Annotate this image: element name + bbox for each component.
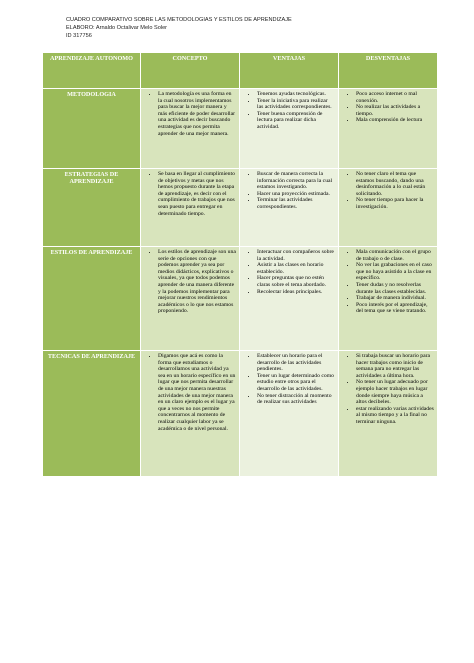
table-row <box>43 89 438 169</box>
bullet-item: • Poco acceso internet o mal conexión. <box>356 91 434 104</box>
bullet-list <box>243 171 335 211</box>
desventajas-cell <box>339 351 438 477</box>
document-title: CUADRO COMPARATIVO SOBRE LAS METODOLOGIAS Y ESTILOS DE APRENDIZAJE <box>66 17 292 23</box>
bullet-item: • No realizar las actividades a tiempo. <box>356 104 434 117</box>
bullet-item: • Mala comunicación con el grupo de trabajo o de clase. <box>356 249 434 262</box>
id-line: ID 317756 <box>66 33 92 40</box>
concepto-cell <box>141 351 240 477</box>
bullet-item: • No ver las grabaciones en el caso que no haya asistido a la clase en específico. <box>356 262 434 282</box>
column-header-concepto: CONCEPTO <box>141 53 240 89</box>
row-label: ESTILOS DE APRENDIZAJE <box>43 247 141 351</box>
column-header-aprendizaje: APRENDIZAJE AUTONOMO <box>43 53 141 89</box>
bullet-item: • Hacer una proyección estimada. <box>257 191 335 198</box>
bullet-item: • Los estilos de aprendizaje son una serie de opciones con que podemos aprender ya sea por medios didácticos, explicativos o visuales, ya que todos podemos aprender de una manera diferente y la podemos implementar para mejorar nuestros rendimientos académicos o lo que nos estamos proponiendo. <box>158 249 236 315</box>
bullet-item: • No tener tiempo para hacer la investigación. <box>356 197 434 210</box>
desventajas-cell <box>339 89 438 169</box>
bullet-item: • No tener claro el tema que estamos buscando, dando una desinformación a lo cual están solicitando. <box>356 171 434 197</box>
bullet-item: • Se basa en llegar al cumplimiento de objetivos y metas que nos hemos propuesto durante la etapa de aprendizaje, es decir con el cumplimiento de trabajos que nos sean puesto para entregar en determinado tiempo. <box>158 171 236 217</box>
bullet-item: • estar realizando varias actividades al mismo tiempo y a la final no terminar ninguna. <box>356 406 434 426</box>
bullet-item: • Tener la iniciativa para realizar las actividades correspondientes. <box>257 98 335 111</box>
ventajas-cell <box>240 351 339 477</box>
bullet-item: • Si trabaja buscar un horario para hacer trabajos como inicio de semana para no entregar las actividades a última hora. <box>356 353 434 379</box>
bullet-item: • Mala comprensión de lectura <box>356 117 434 124</box>
ventajas-cell <box>240 247 339 351</box>
concepto-cell <box>141 89 240 169</box>
ventajas-cell <box>240 169 339 247</box>
bullet-item: • Trabajar de manera individual. <box>356 295 434 302</box>
bullet-list <box>243 249 335 295</box>
bullet-item: • Interactuar con compañeros sobre la actividad. <box>257 249 335 262</box>
bullet-list <box>144 171 236 217</box>
concepto-cell <box>141 169 240 247</box>
bullet-item: • Tener buena comprensión de lectura para realizar dicha actividad. <box>257 111 335 131</box>
bullet-list <box>144 249 236 315</box>
column-header-ventajas: VENTAJAS <box>240 53 339 89</box>
table-row <box>43 169 438 247</box>
bullet-list <box>243 91 335 131</box>
bullet-item: • Poco interés por el aprendizaje, del tema que se viene tratando. <box>356 302 434 315</box>
row-label: METODOLOGIA <box>43 89 141 169</box>
bullet-item: • No tener un lugar adecuado por ejemplo hacer trabajos en lugar donde siempre haya música a altos decibeles. <box>356 379 434 405</box>
comparison-table <box>42 52 438 477</box>
bullet-list <box>342 249 434 315</box>
table-row <box>43 247 438 351</box>
bullet-list <box>342 353 434 426</box>
bullet-item: • Buscar de manera correcta la información correcta para la cual estamos investigando. <box>257 171 335 191</box>
bullet-list <box>144 91 236 137</box>
bullet-list <box>342 91 434 124</box>
table-row <box>43 351 438 477</box>
document-header <box>66 16 292 41</box>
desventajas-cell <box>339 247 438 351</box>
column-header-desventajas: DESVENTAJAS <box>339 53 438 89</box>
bullet-item: • La metodología es una forma en la cual nosotros implementamos para buscar la mejor manera y más eficiente de poder desarrollar una actividad es decir buscando estrategias que nos permita aprender de una mejor manera. <box>158 91 236 137</box>
bullet-item: • Tenemos ayudas tecnológicas. <box>257 91 335 98</box>
bullet-list <box>144 353 236 432</box>
row-label: TECNICAS DE APRENDIZAJE <box>43 351 141 477</box>
bullet-item: • Asistir a las clases en horario establecido. <box>257 262 335 275</box>
bullet-item: • Tener dudas y no resolverlas durante las clases establecidas. <box>356 282 434 295</box>
bullet-item: • No tener distracción al momento de realizar sus actividades <box>257 393 335 406</box>
author-line: ELABORO: Arnaldo Octalivar Melo Soler <box>66 25 168 32</box>
bullet-item: • Hacer preguntas que no estén claras sobre el tema abordado. <box>257 275 335 288</box>
bullet-item: • Digamos que acá es como la forma que estudiamos o desarrollamos una actividad ya sea en un horario específico en un lugar que nos permita desarrollar de una mejor manera nuestras actividades de una mejor manera en un claro ejemplo es el lugar ya que a veces no nos permite concentrarnos al momento de realizar cualquier labor ya se académica o de nivel personal. <box>158 353 236 432</box>
bullet-item: • Terminar las actividades correspondientes. <box>257 197 335 210</box>
bullet-item: • Tener un lugar determinado como estudio entre otros para el desarrollo de las actividades. <box>257 373 335 393</box>
row-label: ESTRATEGIAS DE APRENDIZAJE <box>43 169 141 247</box>
bullet-list <box>342 171 434 211</box>
desventajas-cell <box>339 169 438 247</box>
ventajas-cell <box>240 89 339 169</box>
bullet-list <box>243 353 335 406</box>
bullet-item: • Recolectar ideas principales. <box>257 289 335 296</box>
concepto-cell <box>141 247 240 351</box>
bullet-item: • Establecer un horario para el desarrollo de las actividades pendientes. <box>257 353 335 373</box>
